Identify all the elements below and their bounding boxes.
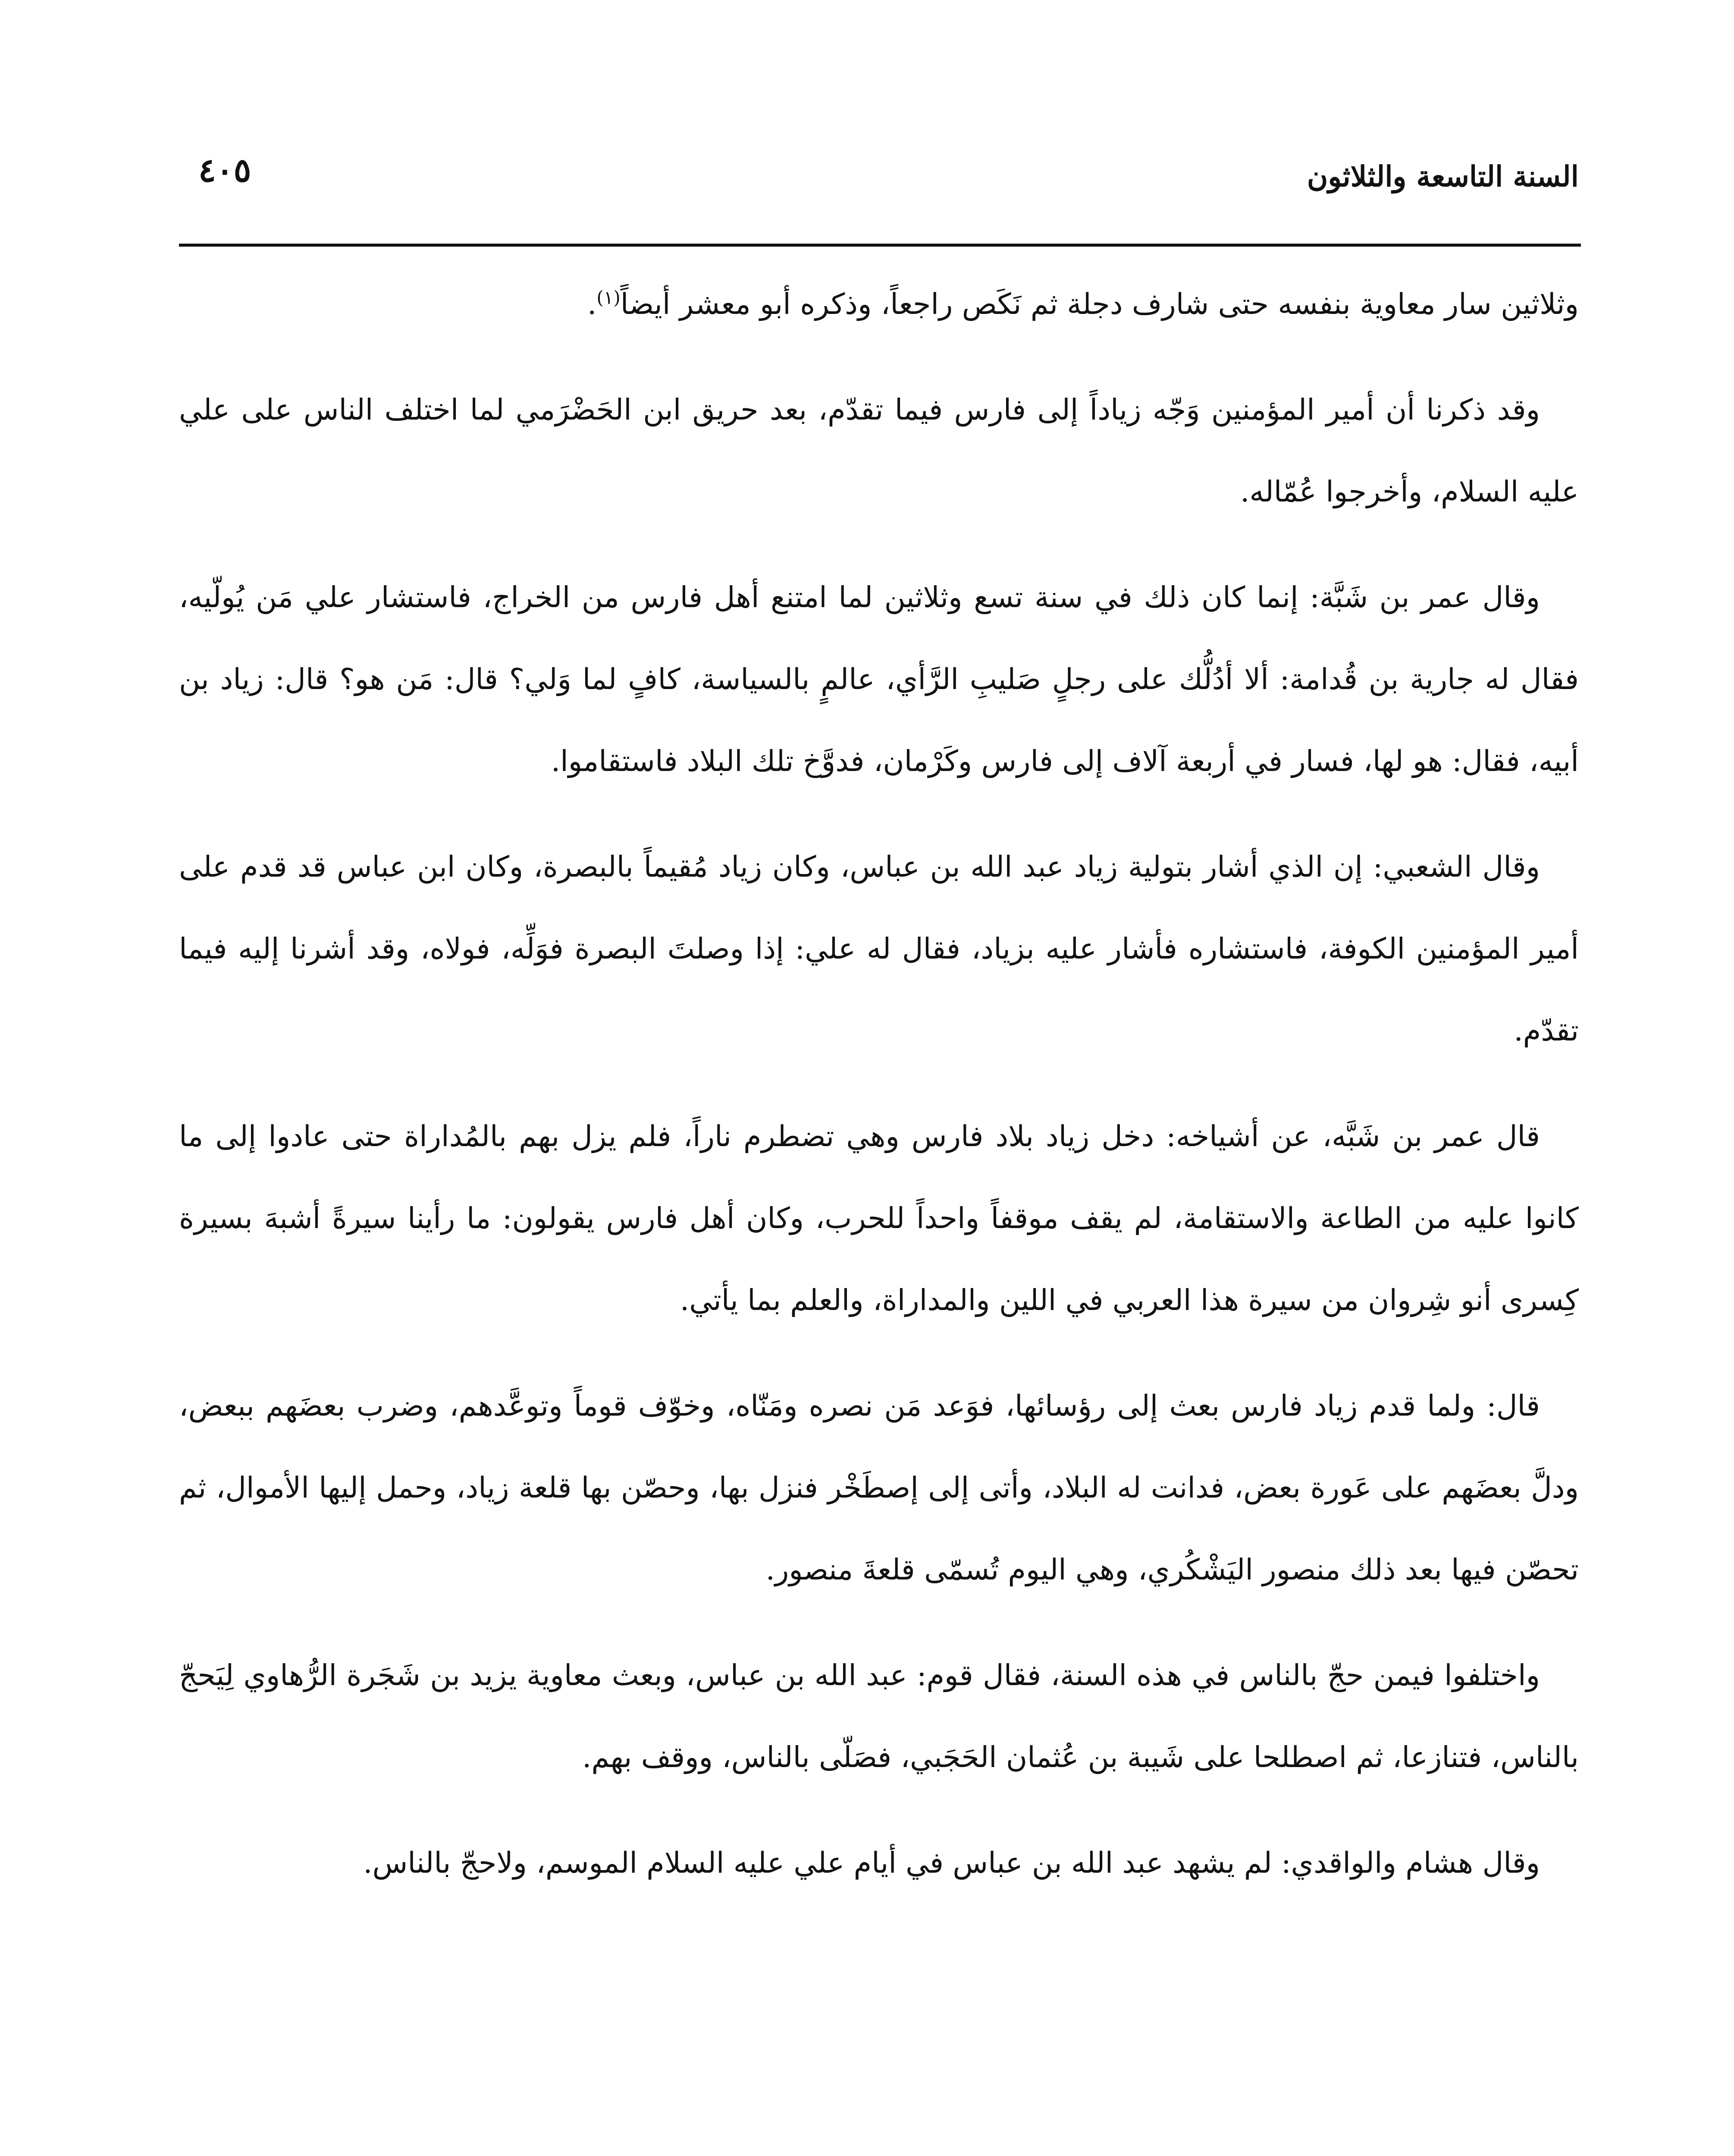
paragraph-4: وقال الشعبي: إن الذي أشار بتولية زياد عبد الله بن عباس، وكان زياد مُقيماً بالبصرة، وكان ابن عباس قد قدم على أمير المؤمنين الكوفة، فاستشاره فأشار عليه بزياد، فقال له علي: إذا وصلتَ البصرة فوَلِّه، فولاه، وقد أشرنا إليه فيما تقدّم. [179,850,1579,1047]
header-rule [179,244,1581,247]
paragraph-6: قال: ولما قدم زياد فارس بعث إلى رؤسائها، فوَعد مَن نصره ومَنّاه، وخوّف قوماً وتوعَّدهم، وضرب بعضَهم ببعض، ودلَّ بعضَهم على عَورة بعض، فدانت له البلاد، وأتى إلى إصطَخْر فنزل بها، وحصّن بها قلعة زياد، وحمل إليها الأموال، ثم تحصّن فيها بعد ذلك منصور اليَشْكُري، وهي اليوم تُسمّى قلعةَ منصور. [179,1389,1579,1586]
paragraph-1 [179,263,1579,345]
paragraph-7: واختلفوا فيمن حجّ بالناس في هذه السنة، فقال قوم: عبد الله بن عباس، وبعث معاوية يزيد بن شَجَرة الرُّهاوي لِيَحجّ بالناس، فتنازعا، ثم اصطلحا على شَيبة بن عُثمان الحَجَبي، فصَلّى بالناس، ووقف بهم. [179,1658,1579,1774]
chapter-title: السنة التاسعة والثلاثون [1307,160,1579,193]
paragraph-1-text: وثلاثين سار معاوية بنفسه حتى شارف دجلة ثم نَكَص راجعاً، وذكره أبو معشر أيضاً [620,287,1579,321]
paragraph-1-end: . [587,287,597,321]
paragraph-8: وقال هشام والواقدي: لم يشهد عبد الله بن عباس في أيام علي عليه السلام الموسم، ولاحجّ بالناس. [363,1846,1540,1880]
paragraph-5: قال عمر بن شَبَّه، عن أشياخه: دخل زياد بلاد فارس وهي تضطرم ناراً، فلم يزل بهم بالمُداراة حتى عادوا إلى ما كانوا عليه من الطاعة والاستقامة، لم يقف موقفاً واحداً للحرب، وكان أهل فارس يقولون: ما رأينا سيرةً أشبهَ بسيرة كِسرى أنو شِروان من سيرة هذا العربي في اللين والمداراة، والعلم بما يأتي. [179,1119,1579,1317]
running-head [181,142,1579,220]
paragraph-3: وقال عمر بن شَبَّة: إنما كان ذلك في سنة تسع وثلاثين لما امتنع أهل فارس من الخراج، فاستشار علي مَن يُولّيه، فقال له جارية بن قُدامة: ألا أدُلُّك على رجلٍ صَليبِ الرَّأي، عالمٍ بالسياسة، كافٍ لما وَلي؟ قال: مَن هو؟ قال: زياد بن أبيه، فقال: هو لها، فسار في أربعة آلاف إلى فارس وكَرْمان، فدوَّخ تلك البلاد فاستقاموا. [179,580,1579,778]
footnote-marker: (١) [596,287,621,308]
body-text [179,263,1579,2156]
page-number: ٤٠٥ [198,151,251,189]
paragraph-2: وقد ذكرنا أن أمير المؤمنين وَجّه زياداً إلى فارس فيما تقدّم، بعد حريق ابن الحَضْرَمي لما اختلف الناس على علي عليه السلام، وأخرجوا عُمّاله. [179,393,1579,508]
